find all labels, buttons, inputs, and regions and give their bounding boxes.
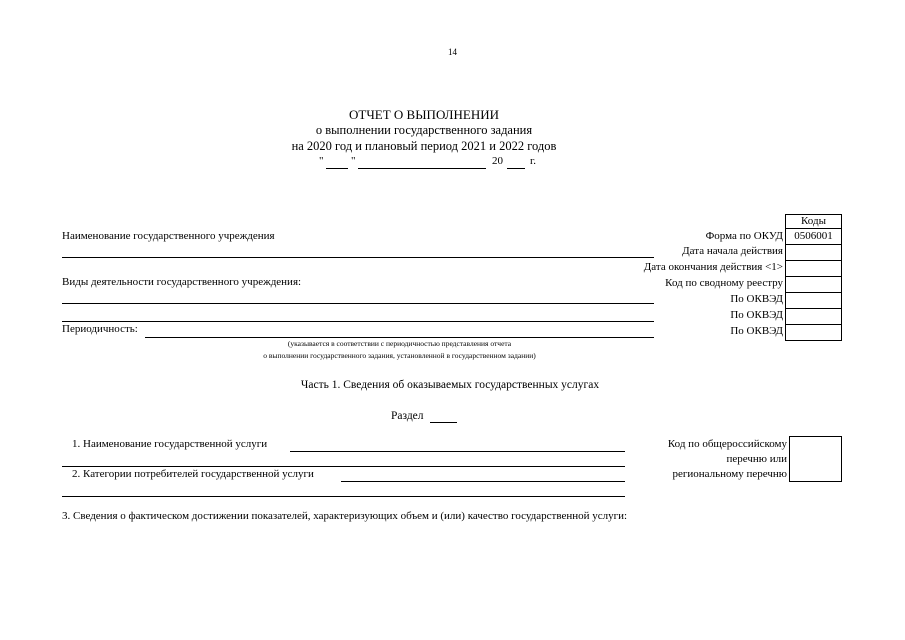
periodicity-label: Периодичность:: [62, 323, 138, 335]
service-name-line-1[interactable]: [290, 451, 625, 452]
code-label-3: региональному перечню: [672, 468, 787, 480]
okved-cell-2[interactable]: [785, 308, 842, 325]
activity-types-line-2[interactable]: [62, 321, 654, 322]
date-year-prefix: 20: [492, 155, 503, 167]
section-number-blank[interactable]: [430, 422, 457, 423]
periodicity-line[interactable]: [145, 337, 654, 338]
code-label-1: Код по общероссийскому: [667, 438, 787, 450]
okved-cell-3[interactable]: [785, 324, 842, 341]
periodicity-note-1: (указывается в соответствии с периодичностью представления отчета: [287, 339, 512, 348]
start-date-cell[interactable]: [785, 244, 842, 261]
activity-types-line-1[interactable]: [62, 303, 654, 304]
indicators-label: 3. Сведения о фактическом достижении показателей, характеризующих объем и (или) качество государственной услуги:: [62, 510, 628, 522]
codes-header: Коды: [785, 214, 842, 229]
part1-title: Часть 1. Сведения об оказываемых государственных услугах: [300, 379, 600, 391]
section-label: Раздел: [391, 410, 424, 422]
date-month-blank[interactable]: [358, 168, 486, 169]
end-date-label: Дата окончания действия <1>: [643, 261, 783, 273]
consumer-categories-label: 2. Категории потребителей государственной услуги: [72, 468, 314, 480]
institution-name-label: Наименование государственного учреждения: [62, 230, 275, 242]
date-year-blank[interactable]: [507, 168, 525, 169]
date-year-suffix: г.: [530, 155, 537, 167]
service-code-box[interactable]: [789, 436, 842, 482]
okved-label-3: По ОКВЭД: [730, 325, 783, 337]
report-title: ОТЧЕТ О ВЫПОЛНЕНИИ: [349, 107, 499, 122]
page-number: 14: [448, 47, 457, 57]
consumer-categories-line-2[interactable]: [62, 496, 625, 497]
date-day-blank[interactable]: [326, 168, 348, 169]
activity-types-label: Виды деятельности государственного учреждения:: [62, 276, 302, 288]
okved-label-1: По ОКВЭД: [730, 293, 783, 305]
okud-code-cell: 0506001: [785, 228, 842, 245]
okud-label: Форма по ОКУД: [705, 230, 783, 242]
periodicity-note-2: о выполнении государственного задания, установленной в государственном задании): [263, 351, 536, 360]
date-quote-open: ": [319, 155, 324, 167]
end-date-cell[interactable]: [785, 260, 842, 277]
registry-code-label: Код по сводному реестру: [665, 277, 783, 289]
service-name-line-2[interactable]: [62, 466, 625, 467]
okved-cell-1[interactable]: [785, 292, 842, 309]
report-subtitle-2: на 2020 год и плановый период 2021 и 2022 годов: [291, 139, 557, 153]
consumer-categories-line-1[interactable]: [341, 481, 625, 482]
institution-name-line[interactable]: [62, 257, 654, 258]
okved-label-2: По ОКВЭД: [730, 309, 783, 321]
report-subtitle-1: о выполнении государственного задания: [315, 123, 533, 137]
service-name-label: 1. Наименование государственной услуги: [72, 438, 268, 450]
code-label-2: перечню или: [726, 453, 787, 465]
date-quote-close: ": [351, 155, 356, 167]
start-date-label: Дата начала действия: [682, 245, 783, 257]
registry-code-cell[interactable]: [785, 276, 842, 293]
